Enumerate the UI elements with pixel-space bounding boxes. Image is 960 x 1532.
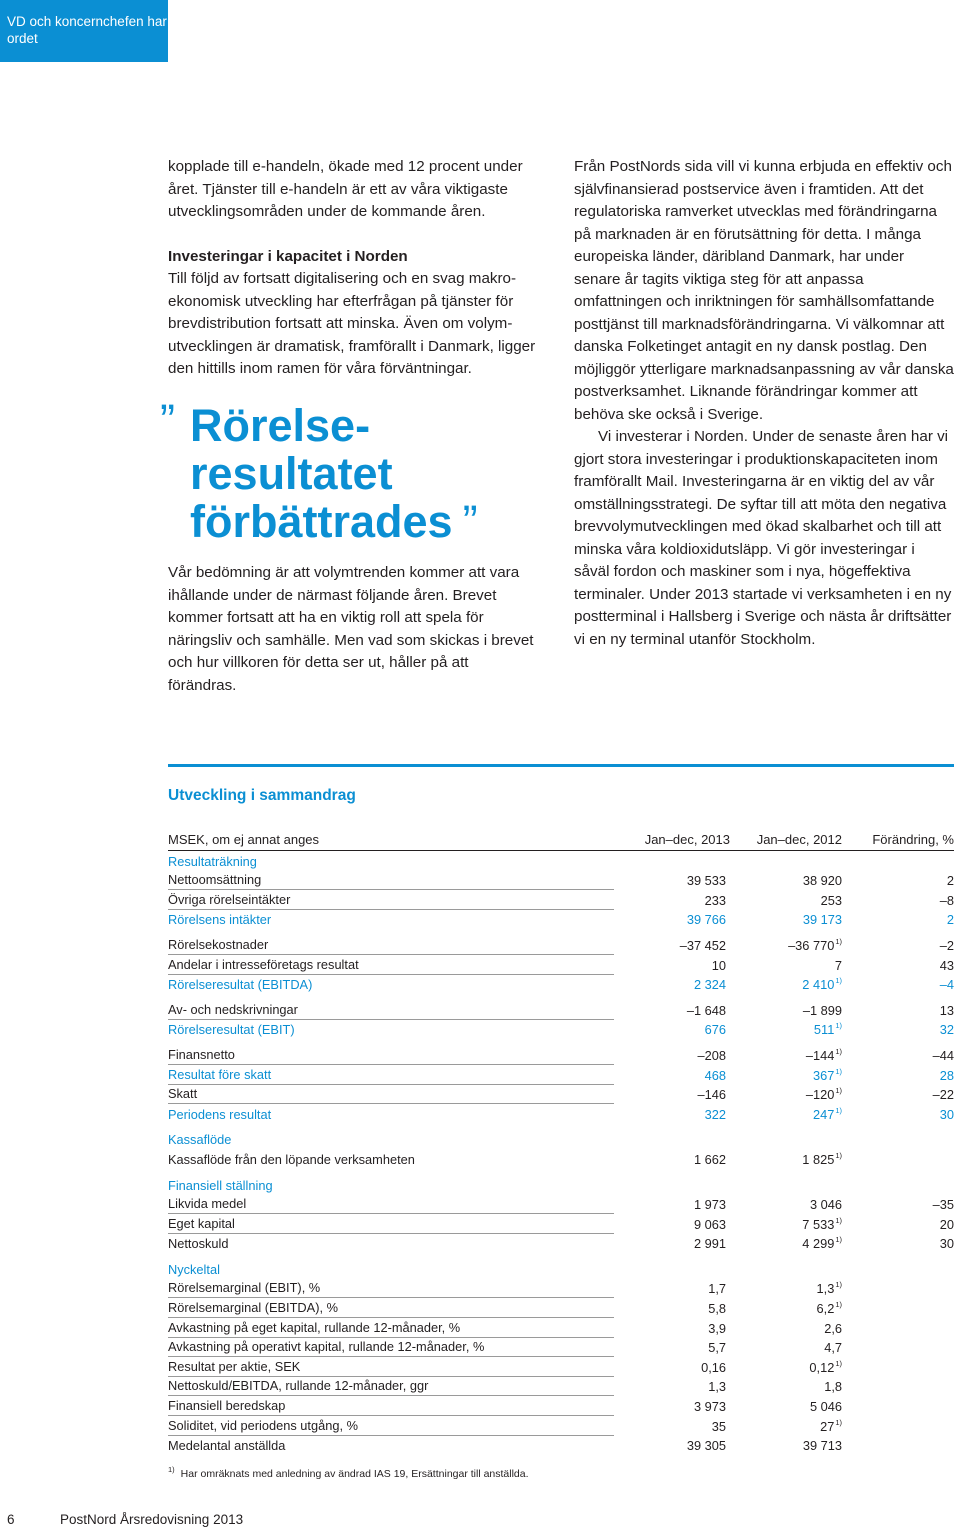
row-label: Rörelsemarginal (EBIT), % — [168, 1278, 614, 1298]
cell-2013: 2 324 — [693, 977, 726, 993]
cell-2012-value: 27 — [820, 1418, 835, 1434]
row-label: Övriga rörelseintäkter — [168, 890, 614, 910]
table-section-heading — [168, 851, 954, 871]
footnote-ref: 1) — [835, 936, 842, 946]
table-row — [168, 1377, 954, 1397]
row-label: Medelantal anställda — [168, 1438, 286, 1454]
footnote — [168, 1465, 529, 1480]
footnote-ref: 1) — [835, 1280, 842, 1290]
quote-open-mark: ” — [160, 395, 175, 446]
footnote-ref: 1) — [835, 1215, 842, 1225]
table-total-row — [168, 910, 954, 930]
row-label: Rörelseresultat (EBITDA) — [168, 977, 313, 993]
right-paragraph-2: Vi investerar i Norden. Under de senaste åren har vi gjort stora investeringar i produktionskapaciteten inom framförallt Mail. Investeringarna är en viktig del av vår omställningsstrategi. De syftar till att möta den negativa brevvolymutvecklingen med ökad skalbarhet och till att minska våra koldioxidutsläpp. Vi gör investeringar i såväl fordon och maskiner som i nya, högeffektiva terminaler. Under 2013 startade vi verksamheten i en ny postterminal i Hallsberg i Sverige och nästa år driftsätter vi en ny terminal utanför Stockholm. — [574, 428, 952, 648]
footnote-ref: 1) — [835, 1066, 842, 1076]
footnote-mark: 1) — [168, 1465, 175, 1474]
table-total-row — [168, 1020, 954, 1040]
cell-2012-value: 5 046 — [809, 1399, 842, 1415]
row-label: Eget kapital — [168, 1214, 614, 1234]
cell-2012-value: 39 713 — [802, 1438, 842, 1454]
page-number: 6 — [7, 1512, 15, 1527]
row-label: Kassaflöde från den löpande verksamheten — [168, 1151, 415, 1167]
cell-2012-value: –144 — [805, 1047, 835, 1063]
cell-2012 — [730, 1295, 842, 1318]
cell-2013: 676 — [704, 1022, 726, 1038]
cell-2013: –37 452 — [679, 937, 726, 953]
table-row — [168, 890, 954, 910]
cell-2013: 39 766 — [686, 912, 726, 928]
right-paragraph-1: Från PostNords sida vill vi kunna erbjuda en effektiv och självfinansierad postservice även i framtiden. Att det regulatoriska ramverket utvecklas med förändringarna på marknaden är en förutsättning för detta. I många europeiska länder, däribland Danmark, har under senare år tagits viktiga steg för att anpassa omfattningen och inriktningen för samhällsomfattande posttjänst till marknadsförändringarna. Vi välkomnar att danska Folketinget antagit en ny dansk postlag. Den möjliggör ytterligare marknadsanpassning av vår danska postverksamhet. Liknande förändringar kommer att behöva ske också i Sverige. — [574, 158, 954, 423]
row-label: Kassaflöde — [168, 1132, 232, 1148]
cell-2013: 3,9 — [708, 1320, 726, 1336]
cell-change: –8 — [939, 892, 954, 908]
cell-2012-value: 253 — [820, 892, 842, 908]
table-total-row — [168, 975, 954, 995]
row-label: Finansiell beredskap — [168, 1396, 614, 1416]
footnote-ref: 1) — [835, 1300, 842, 1310]
cell-2012-value: 2,6 — [824, 1320, 842, 1336]
cell-2013: 39 533 — [686, 873, 726, 889]
cell-change: 2 — [946, 912, 954, 928]
row-label: Avkastning på eget kapital, rullande 12-månader, % — [168, 1318, 614, 1338]
table-section-heading — [168, 1175, 954, 1195]
left-column-lower — [168, 562, 540, 697]
cell-2012 — [730, 1354, 842, 1377]
publication-title: PostNord Årsredovisning 2013 — [60, 1512, 244, 1527]
cell-2013: 1 662 — [693, 1151, 726, 1167]
cell-2012 — [730, 971, 842, 994]
cell-2012 — [730, 1101, 842, 1124]
row-label: Nettoskuld — [168, 1236, 229, 1252]
header-label: MSEK, om ej annat anges — [168, 832, 320, 847]
quote-line-3: förbättrades — [190, 496, 453, 547]
quote-close-mark: ” — [462, 496, 478, 547]
cell-2013: 322 — [704, 1106, 726, 1122]
cell-2012-value: 1,8 — [824, 1379, 842, 1395]
table-row — [168, 1436, 954, 1456]
row-label: Likvida medel — [168, 1194, 614, 1214]
cell-2013: 1,7 — [708, 1281, 726, 1297]
footnote-ref: 1) — [835, 976, 842, 986]
cell-change: 20 — [939, 1216, 954, 1232]
row-label: Resultaträkning — [168, 853, 257, 869]
cell-2013: 1 973 — [693, 1197, 726, 1213]
table-row — [168, 1149, 954, 1169]
footnote-ref: 1) — [835, 1046, 842, 1056]
cell-change: 2 — [946, 873, 954, 889]
footnote-ref: 1) — [835, 1358, 842, 1368]
section-tab-label: VD och koncernchefen har ordet — [7, 14, 167, 46]
row-label: Skatt — [168, 1084, 614, 1104]
row-label: Nettoskuld/EBITDA, rullande 12-månader, ggr — [168, 1376, 614, 1396]
table-body — [168, 851, 954, 1455]
table-row — [168, 935, 954, 955]
cell-2012-value: 39 173 — [802, 912, 842, 928]
cell-2012-value: 7 533 — [802, 1216, 835, 1232]
cell-2013: 3 973 — [693, 1399, 726, 1415]
cell-change: 32 — [939, 1022, 954, 1038]
cell-2012-value: 0,12 — [809, 1359, 835, 1375]
cell-2013: 39 305 — [686, 1438, 726, 1454]
table-total-row — [168, 1104, 954, 1124]
table-header — [168, 831, 954, 851]
row-label: Nettoomsättning — [168, 870, 614, 890]
cell-change: –35 — [932, 1197, 954, 1213]
cell-2012 — [730, 1377, 842, 1396]
row-label: Andelar i intresseföretags resultat — [168, 955, 614, 975]
cell-2012-value: 7 — [834, 957, 842, 973]
cell-2013: –146 — [697, 1087, 726, 1103]
table-row — [168, 1318, 954, 1338]
section-tab — [0, 0, 168, 62]
cell-2012 — [730, 1230, 842, 1253]
cell-2012-value: 2 410 — [802, 977, 835, 993]
cell-change: 28 — [939, 1067, 954, 1083]
row-label: Periodens resultat — [168, 1106, 272, 1122]
quote-line-1: Rörelse- — [190, 400, 371, 451]
cell-2012-value: 4,7 — [824, 1340, 842, 1356]
cell-change: 30 — [939, 1236, 954, 1252]
footnote-ref: 1) — [835, 1150, 842, 1160]
cell-2012-value: –1 899 — [802, 1002, 842, 1018]
cell-change: 43 — [939, 957, 954, 973]
cell-change: 30 — [939, 1106, 954, 1122]
footnote-ref: 1) — [835, 1021, 842, 1031]
row-label: Rörelseresultat (EBIT) — [168, 1022, 295, 1038]
pull-quote — [160, 395, 546, 547]
cell-2012 — [730, 910, 842, 929]
cell-2012 — [730, 871, 842, 890]
cell-change: –44 — [932, 1047, 954, 1063]
cell-2012 — [730, 891, 842, 910]
cell-2012-value: 1 825 — [802, 1151, 835, 1167]
row-label: Finansiell ställning — [168, 1177, 273, 1193]
row-label: Soliditet, vid periodens utgång, % — [168, 1416, 614, 1436]
cell-2012-value: 247 — [812, 1106, 835, 1122]
cell-2012-value: 367 — [812, 1067, 835, 1083]
cell-2012-value: 511 — [813, 1022, 835, 1038]
cell-change: 13 — [939, 1002, 954, 1018]
cell-2012-value: 3 046 — [809, 1197, 842, 1213]
cell-2012 — [730, 1016, 842, 1039]
cell-2013: –1 648 — [686, 1002, 726, 1018]
cell-2013: 9 063 — [693, 1216, 726, 1232]
cell-change: –2 — [939, 937, 954, 953]
row-label: Av- och nedskrivningar — [168, 1000, 614, 1020]
cell-change: –22 — [932, 1087, 954, 1103]
cell-2013: 468 — [704, 1067, 726, 1083]
cell-2012-value: 6,2 — [816, 1301, 835, 1317]
cell-2013: 35 — [711, 1418, 726, 1434]
cell-2012 — [730, 1146, 842, 1169]
row-label: Rörelsens intäkter — [168, 912, 272, 928]
table-row — [168, 1357, 954, 1377]
table-row — [168, 871, 954, 891]
cell-2012-value: –36 770 — [788, 937, 835, 953]
header-col-2013: Jan–dec, 2013 — [644, 832, 730, 847]
cell-2013: 2 991 — [693, 1236, 726, 1252]
row-label: Rörelsemarginal (EBITDA), % — [168, 1298, 614, 1318]
table-row — [168, 1298, 954, 1318]
table-row — [168, 1416, 954, 1436]
cell-2012 — [730, 932, 842, 955]
table-row — [168, 1234, 954, 1254]
cell-2013: –208 — [697, 1047, 726, 1063]
table-top-rule — [168, 764, 954, 767]
row-label: Nyckeltal — [168, 1261, 220, 1277]
cell-2012-value: –120 — [805, 1087, 835, 1103]
cell-2013: 1,3 — [708, 1379, 726, 1395]
row-label: Resultat före skatt — [168, 1065, 614, 1085]
cell-2013: 0,16 — [701, 1359, 726, 1375]
cell-2012 — [730, 1319, 842, 1338]
header-col-change: Förändring, % — [872, 832, 954, 847]
cell-change: –4 — [939, 977, 954, 993]
quote-line-2: resultatet — [190, 448, 393, 499]
row-label: Rörelsekostnader — [168, 935, 614, 955]
footnote-ref: 1) — [835, 1105, 842, 1115]
footnote-ref: 1) — [835, 1417, 842, 1427]
footnote-ref: 1) — [835, 1086, 842, 1096]
subheading: Investeringar i kapacitet i Norden — [168, 247, 408, 265]
left-paragraph-1: kopplade till e-handeln, ökade med 12 procent under året. Tjänster till e-handeln är ett av våra viktigaste utvecklingsområden under de kommande åren. — [168, 158, 523, 220]
left-column — [168, 156, 540, 381]
row-label: Avkastning på operativt kapital, rullande 12-månader, % — [168, 1337, 614, 1357]
left-paragraph-2: Till följd av fortsatt digitalisering och en svag makroekonomisk utveckling har efterfrågan på tjänster för brevdistribution fortsatt att minska. Även om volymutvecklingen är dramatisk, framförallt i Danmark, ligger den hittills inom ramen för våra förväntningar. — [168, 270, 536, 377]
summary-table — [168, 764, 954, 1455]
header-col-2012: Jan–dec, 2012 — [756, 832, 842, 847]
cell-2012-value: 1,3 — [816, 1281, 835, 1297]
right-column — [574, 156, 954, 651]
left-paragraph-3: Vår bedömning är att volymtrenden kommer att vara ihållande under de närmast följande åren. Brevet kommer fortsatt att ha en viktig roll att spela för näringsliv och samhälle. Men vad som skickas i brevet och hur villkoren för detta ser ut, håller på att förändras. — [168, 564, 534, 694]
row-label: Finansnetto — [168, 1045, 614, 1065]
cell-2013: 5,7 — [708, 1340, 726, 1356]
cell-2013: 5,8 — [708, 1301, 726, 1317]
cell-2013: 10 — [711, 957, 726, 973]
cell-2012 — [730, 1436, 842, 1455]
footnote-text: Har omräknats med anledning av ändrad IAS 19, Ersättningar till anställda. — [180, 1468, 529, 1480]
cell-2013: 233 — [704, 892, 726, 908]
cell-2012-value: 38 920 — [802, 873, 842, 889]
cell-2012-value: 4 299 — [802, 1236, 835, 1252]
row-label: Resultat per aktie, SEK — [168, 1357, 614, 1377]
cell-2012 — [730, 1413, 842, 1436]
table-title: Utveckling i sammandrag — [168, 787, 356, 804]
footnote-ref: 1) — [835, 1235, 842, 1245]
